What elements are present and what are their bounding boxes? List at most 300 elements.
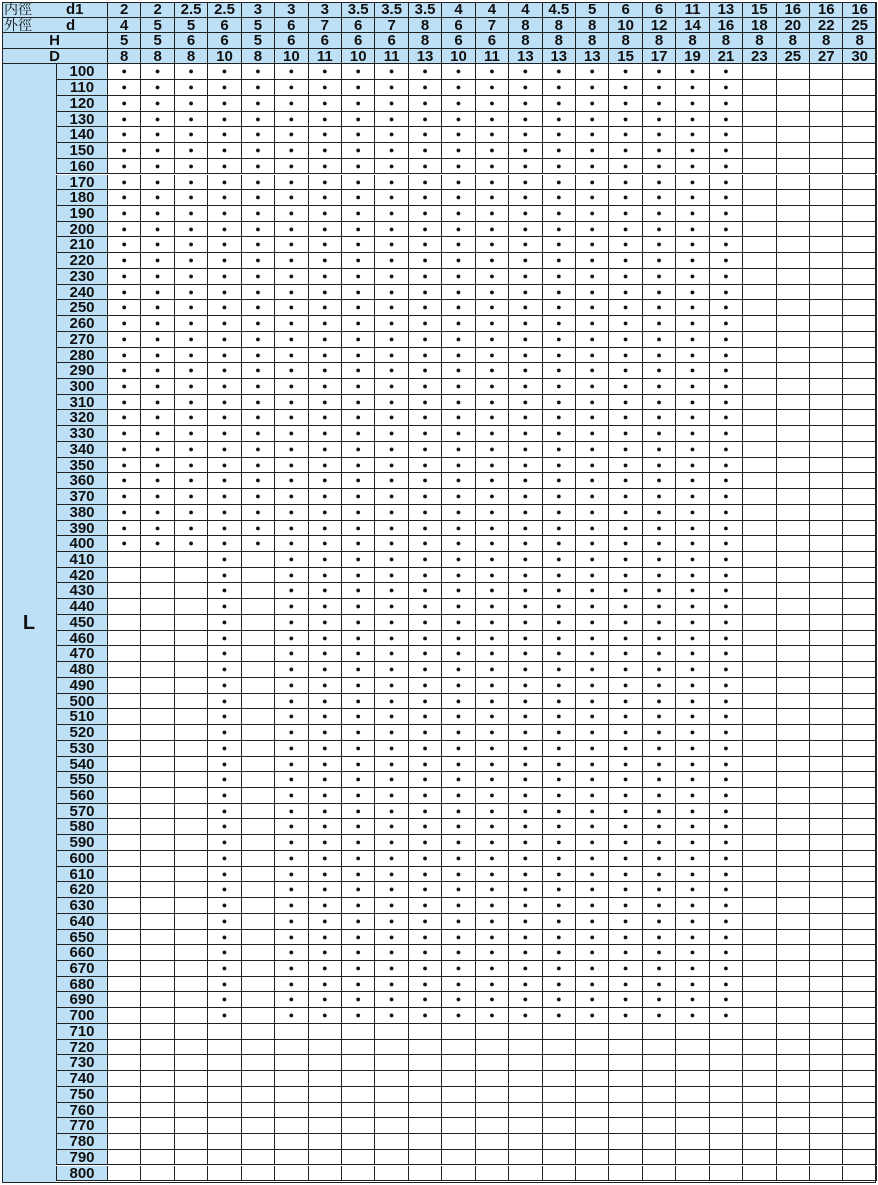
availability-cell [275, 505, 308, 521]
available-dot-icon: ● [355, 601, 361, 612]
available-dot-icon: ● [422, 365, 428, 376]
available-dot-icon: ● [322, 475, 328, 486]
available-dot-icon: ● [221, 711, 228, 722]
availability-cell [810, 583, 843, 599]
availability-cell [609, 363, 642, 379]
available-dot-icon: ● [489, 868, 495, 879]
available-dot-icon: ● [723, 900, 729, 911]
available-dot-icon: ● [656, 459, 662, 470]
availability-cell [108, 253, 141, 269]
available-dot-icon: ● [622, 207, 629, 218]
available-dot-icon: ● [522, 207, 529, 218]
availability-cell [309, 819, 342, 835]
available-dot-icon: ● [221, 837, 228, 848]
availability-cell [643, 458, 676, 474]
available-dot-icon: ● [121, 538, 127, 549]
available-dot-icon: ● [422, 506, 428, 517]
available-dot-icon: ● [489, 192, 495, 203]
availability-cell [342, 882, 375, 898]
available-dot-icon: ● [322, 333, 328, 344]
availability-cell [609, 316, 642, 332]
available-dot-icon: ● [656, 727, 662, 738]
available-dot-icon: ● [522, 365, 529, 376]
availability-cell [175, 599, 208, 615]
availability-cell [543, 521, 576, 537]
available-dot-icon: ● [622, 145, 629, 156]
available-dot-icon: ● [589, 837, 595, 848]
availability-cell [576, 1008, 609, 1024]
available-dot-icon: ● [556, 82, 562, 93]
availability-cell [643, 489, 676, 505]
availability-cell [743, 835, 776, 851]
availability-cell [676, 741, 709, 757]
available-dot-icon: ● [288, 585, 295, 596]
availability-cell [141, 206, 174, 222]
availability-cell [609, 819, 642, 835]
available-dot-icon: ● [322, 789, 328, 800]
available-dot-icon: ● [556, 868, 562, 879]
availability-cell [743, 568, 776, 584]
availability-cell [275, 1024, 308, 1040]
available-dot-icon: ● [723, 538, 729, 549]
availability-cell [476, 348, 509, 364]
available-dot-icon: ● [656, 774, 662, 785]
available-dot-icon: ● [221, 302, 228, 313]
availability-cell [476, 1134, 509, 1150]
availability-cell [676, 222, 709, 238]
availability-cell [476, 442, 509, 458]
availability-cell [175, 678, 208, 694]
header-row1-col-19: 13 [710, 2, 743, 18]
availability-cell [576, 867, 609, 883]
availability-cell [710, 316, 743, 332]
availability-cell [208, 882, 241, 898]
availability-cell [743, 505, 776, 521]
availability-cell [208, 741, 241, 757]
available-dot-icon: ● [489, 947, 495, 958]
availability-cell [710, 410, 743, 426]
available-dot-icon: ● [589, 648, 595, 659]
availability-cell [810, 521, 843, 537]
available-dot-icon: ● [522, 286, 529, 297]
availability-cell [509, 788, 542, 804]
length-label-110: 110 [56, 80, 108, 96]
length-label-350: 350 [56, 458, 108, 474]
availability-cell [676, 348, 709, 364]
availability-cell [743, 1024, 776, 1040]
available-dot-icon: ● [422, 868, 428, 879]
availability-cell [743, 1071, 776, 1087]
available-dot-icon: ● [723, 381, 729, 391]
available-dot-icon: ● [656, 333, 662, 344]
length-label-360: 360 [56, 473, 108, 489]
available-dot-icon: ● [388, 868, 395, 879]
available-dot-icon: ● [656, 821, 662, 832]
availability-cell [676, 867, 709, 883]
availability-cell [476, 568, 509, 584]
available-dot-icon: ● [522, 695, 529, 706]
available-dot-icon: ● [622, 286, 629, 297]
availability-cell [342, 1024, 375, 1040]
availability-cell [141, 348, 174, 364]
availability-cell [676, 410, 709, 426]
availability-cell [476, 757, 509, 773]
availability-cell [409, 127, 442, 143]
header-row2-col-18: 14 [676, 18, 709, 34]
available-dot-icon: ● [589, 585, 595, 596]
availability-cell [810, 772, 843, 788]
availability-cell [342, 1134, 375, 1150]
header-row4-col-11: 10 [442, 49, 475, 65]
available-dot-icon: ● [723, 192, 729, 203]
availability-cell [409, 772, 442, 788]
availability-cell [108, 961, 141, 977]
available-dot-icon: ● [388, 963, 395, 973]
available-dot-icon: ● [221, 695, 228, 706]
availability-cell [242, 1087, 275, 1103]
availability-cell [843, 80, 876, 96]
available-dot-icon: ● [221, 97, 228, 108]
availability-cell [309, 552, 342, 568]
available-dot-icon: ● [656, 506, 662, 517]
availability-cell [375, 175, 408, 191]
availability-cell [375, 442, 408, 458]
availability-cell [141, 269, 174, 285]
availability-cell [108, 332, 141, 348]
length-label-680: 680 [56, 977, 108, 993]
available-dot-icon: ● [355, 475, 361, 486]
available-dot-icon: ● [221, 963, 228, 973]
availability-cell [242, 332, 275, 348]
available-dot-icon: ● [556, 381, 562, 391]
availability-cell [676, 442, 709, 458]
availability-cell [476, 175, 509, 191]
available-dot-icon: ● [656, 915, 662, 926]
availability-cell [108, 914, 141, 930]
availability-cell [843, 253, 876, 269]
availability-cell [375, 1134, 408, 1150]
availability-cell [777, 206, 810, 222]
availability-cell [710, 143, 743, 159]
availability-cell [275, 599, 308, 615]
header-row2-col-8: 6 [342, 18, 375, 34]
availability-cell [643, 961, 676, 977]
available-dot-icon: ● [188, 207, 194, 218]
availability-cell [141, 285, 174, 301]
availability-cell [208, 1103, 241, 1119]
available-dot-icon: ● [489, 569, 495, 580]
availability-cell [476, 709, 509, 725]
available-dot-icon: ● [689, 569, 696, 580]
availability-cell [442, 1040, 475, 1056]
available-dot-icon: ● [121, 302, 127, 313]
availability-cell [576, 757, 609, 773]
availability-cell [743, 1134, 776, 1150]
availability-cell [342, 1166, 375, 1182]
availability-cell [409, 285, 442, 301]
length-label-160: 160 [56, 159, 108, 175]
available-dot-icon: ● [622, 302, 629, 313]
available-dot-icon: ● [288, 884, 295, 895]
availability-cell [242, 646, 275, 662]
availability-cell [576, 804, 609, 820]
header-row1-col-14: 4.5 [543, 2, 576, 18]
availability-cell [576, 64, 609, 80]
available-dot-icon: ● [656, 963, 662, 973]
available-dot-icon: ● [322, 601, 328, 612]
availability-cell [442, 1103, 475, 1119]
availability-cell [710, 505, 743, 521]
availability-cell [342, 363, 375, 379]
available-dot-icon: ● [388, 412, 395, 423]
availability-cell [175, 332, 208, 348]
availability-cell [242, 348, 275, 364]
availability-cell [710, 694, 743, 710]
available-dot-icon: ● [388, 318, 395, 329]
availability-cell [208, 395, 241, 411]
available-dot-icon: ● [455, 412, 462, 423]
availability-cell [442, 363, 475, 379]
availability-cell [710, 222, 743, 238]
available-dot-icon: ● [689, 491, 696, 502]
availability-cell [342, 159, 375, 175]
availability-cell [710, 237, 743, 253]
available-dot-icon: ● [322, 963, 328, 973]
availability-cell [108, 851, 141, 867]
availability-cell [175, 945, 208, 961]
available-dot-icon: ● [422, 931, 428, 942]
availability-cell [743, 253, 776, 269]
availability-cell [743, 285, 776, 301]
available-dot-icon: ● [255, 522, 261, 533]
availability-cell [208, 410, 241, 426]
availability-cell [141, 410, 174, 426]
availability-cell [442, 112, 475, 128]
availability-cell [175, 379, 208, 395]
available-dot-icon: ● [455, 679, 462, 690]
availability-cell [409, 426, 442, 442]
available-dot-icon: ● [455, 286, 462, 297]
header-row4-col-20: 23 [743, 49, 776, 65]
available-dot-icon: ● [221, 66, 228, 77]
availability-cell [442, 1055, 475, 1071]
availability-cell [710, 583, 743, 599]
available-dot-icon: ● [556, 223, 562, 234]
availability-cell [141, 694, 174, 710]
availability-cell [543, 945, 576, 961]
availability-cell [509, 269, 542, 285]
availability-cell [442, 127, 475, 143]
available-dot-icon: ● [255, 506, 261, 517]
availability-cell [609, 1150, 642, 1166]
availability-cell [309, 631, 342, 647]
available-dot-icon: ● [388, 365, 395, 376]
availability-cell [777, 772, 810, 788]
available-dot-icon: ● [388, 632, 395, 643]
availability-cell [309, 1118, 342, 1134]
available-dot-icon: ● [656, 223, 662, 234]
availability-cell [609, 583, 642, 599]
availability-cell [309, 442, 342, 458]
availability-cell [141, 1118, 174, 1134]
availability-cell [208, 631, 241, 647]
availability-cell [576, 505, 609, 521]
availability-cell [141, 143, 174, 159]
availability-cell [609, 253, 642, 269]
availability-cell [743, 96, 776, 112]
available-dot-icon: ● [188, 318, 194, 329]
available-dot-icon: ● [589, 207, 595, 218]
availability-cell [208, 819, 241, 835]
availability-cell [309, 646, 342, 662]
availability-cell [141, 709, 174, 725]
available-dot-icon: ● [422, 491, 428, 502]
available-dot-icon: ● [656, 491, 662, 502]
availability-cell [609, 694, 642, 710]
available-dot-icon: ● [589, 852, 595, 863]
available-dot-icon: ● [388, 805, 395, 816]
available-dot-icon: ● [355, 443, 361, 454]
available-dot-icon: ● [622, 601, 629, 612]
availability-cell [275, 458, 308, 474]
availability-cell [242, 1071, 275, 1087]
availability-cell [543, 1166, 576, 1182]
availability-cell [710, 426, 743, 442]
available-dot-icon: ● [522, 648, 529, 659]
availability-cell [342, 992, 375, 1008]
availability-cell [609, 662, 642, 678]
availability-cell [543, 1071, 576, 1087]
available-dot-icon: ● [388, 66, 395, 77]
available-dot-icon: ● [656, 381, 662, 391]
availability-cell [208, 175, 241, 191]
header-row4-col-2: 8 [141, 49, 174, 65]
availability-cell [141, 80, 174, 96]
availability-cell [743, 961, 776, 977]
availability-cell [208, 1118, 241, 1134]
availability-cell [242, 159, 275, 175]
availability-cell [208, 930, 241, 946]
length-label-470: 470 [56, 646, 108, 662]
availability-cell [476, 819, 509, 835]
availability-cell [309, 599, 342, 615]
available-dot-icon: ● [388, 333, 395, 344]
availability-cell [275, 788, 308, 804]
availability-cell [141, 1087, 174, 1103]
availability-cell [810, 64, 843, 80]
available-dot-icon: ● [288, 616, 295, 627]
available-dot-icon: ● [355, 302, 361, 313]
availability-cell [175, 206, 208, 222]
available-dot-icon: ● [221, 160, 228, 171]
availability-cell [509, 599, 542, 615]
availability-cell [242, 615, 275, 631]
available-dot-icon: ● [455, 443, 462, 454]
available-dot-icon: ● [422, 978, 428, 989]
availability-cell [409, 505, 442, 521]
availability-cell [108, 1040, 141, 1056]
available-dot-icon: ● [656, 522, 662, 533]
availability-cell [342, 1087, 375, 1103]
availability-cell [609, 772, 642, 788]
availability-cell [509, 442, 542, 458]
availability-cell [242, 851, 275, 867]
available-dot-icon: ● [154, 428, 161, 439]
availability-cell [676, 80, 709, 96]
availability-cell [576, 269, 609, 285]
availability-cell [141, 175, 174, 191]
availability-cell [777, 190, 810, 206]
availability-cell [208, 237, 241, 253]
availability-cell [576, 426, 609, 442]
availability-cell [208, 678, 241, 694]
available-dot-icon: ● [455, 1010, 462, 1021]
availability-cell [141, 159, 174, 175]
available-dot-icon: ● [322, 931, 328, 942]
availability-cell [141, 646, 174, 662]
availability-cell [342, 206, 375, 222]
availability-cell [342, 332, 375, 348]
length-label-280: 280 [56, 348, 108, 364]
available-dot-icon: ● [355, 97, 361, 108]
length-label-370: 370 [56, 489, 108, 505]
available-dot-icon: ● [556, 459, 562, 470]
available-dot-icon: ● [489, 884, 495, 895]
availability-cell [275, 410, 308, 426]
availability-cell [175, 363, 208, 379]
availability-cell [543, 678, 576, 694]
availability-cell [777, 1166, 810, 1182]
availability-cell [442, 1150, 475, 1166]
availability-cell [509, 1103, 542, 1119]
availability-cell [309, 757, 342, 773]
availability-cell [576, 882, 609, 898]
availability-cell [576, 363, 609, 379]
available-dot-icon: ● [556, 365, 562, 376]
availability-cell [375, 992, 408, 1008]
availability-cell [342, 253, 375, 269]
availability-cell [175, 521, 208, 537]
length-label-140: 140 [56, 127, 108, 143]
available-dot-icon: ● [522, 97, 529, 108]
available-dot-icon: ● [522, 805, 529, 816]
availability-cell [375, 945, 408, 961]
availability-cell [375, 583, 408, 599]
availability-cell [375, 741, 408, 757]
availability-cell [643, 1087, 676, 1103]
availability-cell [141, 332, 174, 348]
availability-cell [576, 725, 609, 741]
availability-cell [242, 410, 275, 426]
available-dot-icon: ● [221, 569, 228, 580]
availability-cell [409, 757, 442, 773]
availability-cell [108, 426, 141, 442]
length-label-290: 290 [56, 363, 108, 379]
availability-cell [108, 64, 141, 80]
availability-cell [409, 300, 442, 316]
availability-cell [576, 159, 609, 175]
available-dot-icon: ● [188, 522, 194, 533]
length-label-270: 270 [56, 332, 108, 348]
availability-cell [108, 725, 141, 741]
available-dot-icon: ● [388, 884, 395, 895]
availability-cell [777, 175, 810, 191]
availability-cell [375, 269, 408, 285]
available-dot-icon: ● [556, 900, 562, 911]
available-dot-icon: ● [689, 333, 696, 344]
available-dot-icon: ● [656, 758, 662, 769]
availability-cell [242, 898, 275, 914]
